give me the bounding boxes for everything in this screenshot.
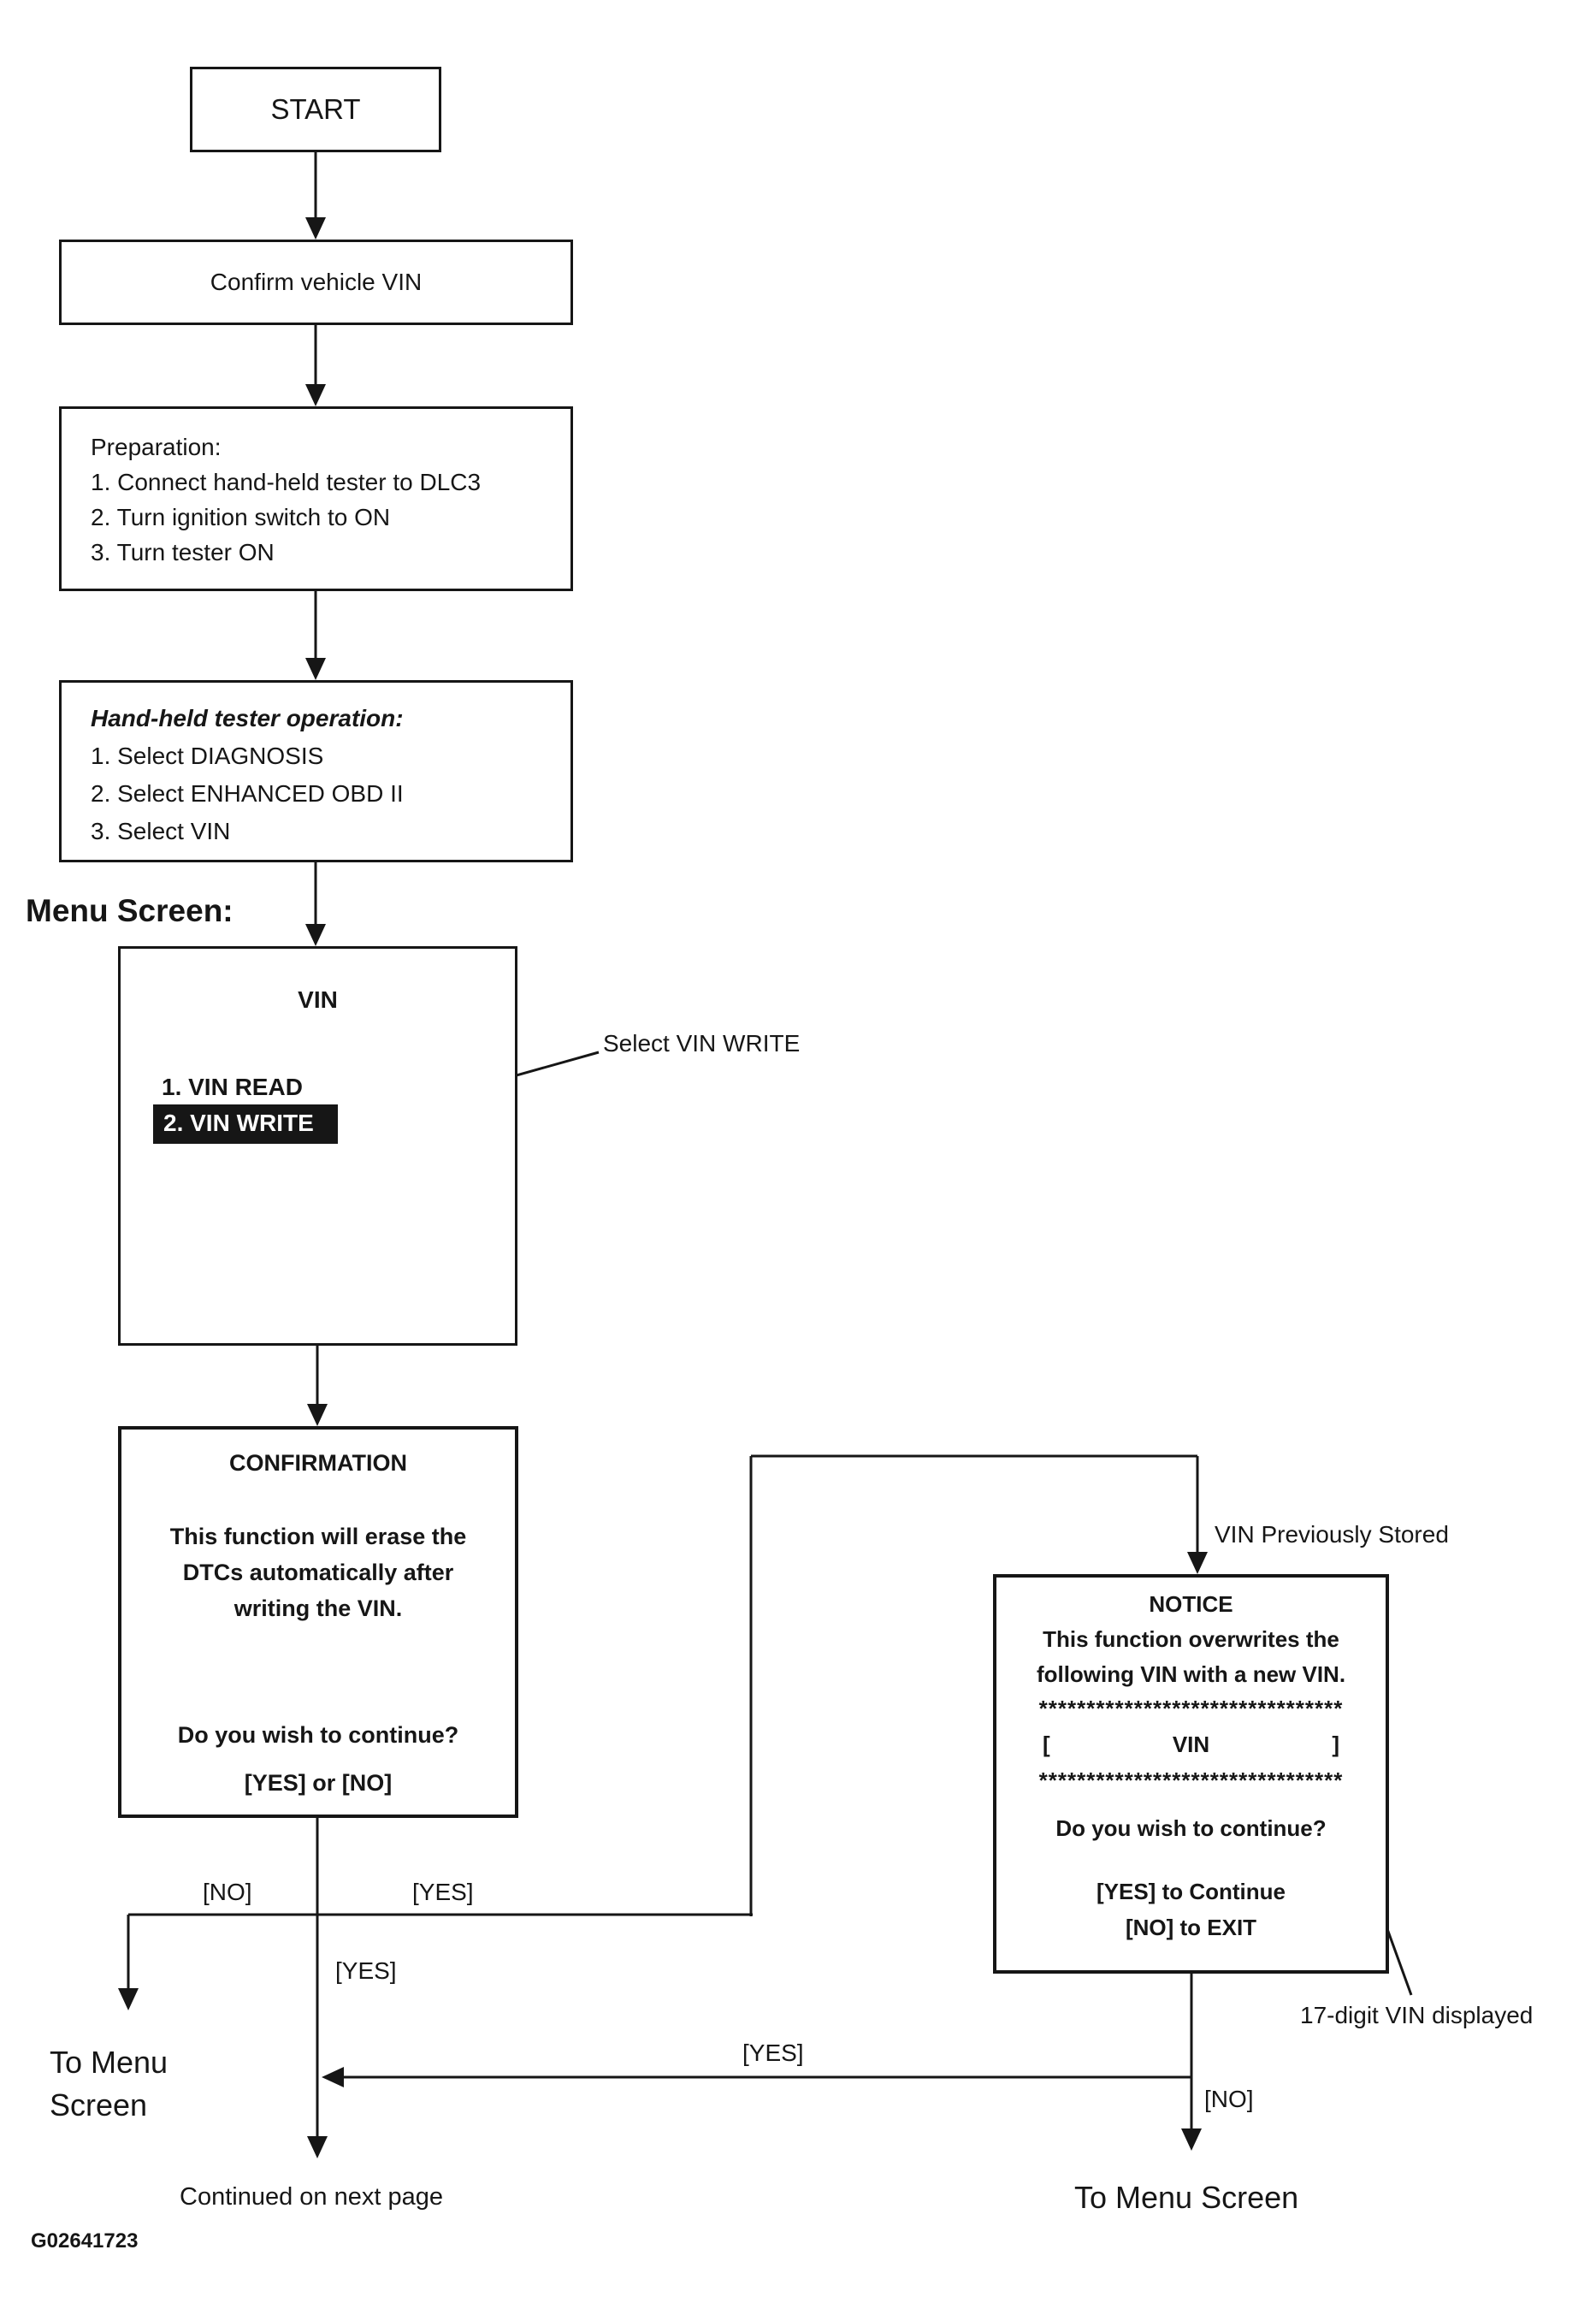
notice-title: NOTICE	[1149, 1591, 1233, 1617]
start-box	[190, 67, 441, 152]
notice-stars-bottom: ********************************	[1038, 1767, 1344, 1793]
confirmation-body-2: DTCs automatically after	[182, 1560, 454, 1585]
menu-screen-label: Menu Screen:	[26, 893, 233, 928]
to-menu-screen-right: To Menu Screen	[1074, 2180, 1299, 2215]
arrow-left-icon	[322, 2067, 344, 2087]
tester-operation-title: Hand-held tester operation:	[91, 705, 404, 731]
tester-operation-box	[59, 680, 573, 862]
arrow-down-icon	[1181, 2128, 1202, 2151]
notice-stars-top: ********************************	[1038, 1696, 1344, 1721]
confirmation-options: [YES] or [NO]	[244, 1770, 393, 1796]
menu-title: VIN	[298, 986, 338, 1013]
preparation-step-3: 3. Turn tester ON	[91, 539, 275, 565]
arrow-down-icon	[305, 658, 326, 680]
to-menu-screen-left-line2: Screen	[50, 2087, 148, 2122]
vin-previously-stored-label: VIN Previously Stored	[1215, 1521, 1449, 1548]
tester-operation-step-1: 1. Select DIAGNOSIS	[91, 743, 324, 769]
confirmation-title: CONFIRMATION	[229, 1450, 407, 1476]
confirmation-question: Do you wish to continue?	[177, 1722, 459, 1748]
arrow-down-icon	[118, 1988, 139, 2010]
vin-field-label: VIN	[1172, 1732, 1210, 1757]
menu-item-vin-write: 2. VIN WRITE	[153, 1104, 338, 1144]
select-vin-write-callout: Select VIN WRITE	[603, 1030, 801, 1057]
notice-question: Do you wish to continue?	[1055, 1815, 1327, 1841]
confirm-vin-label: Confirm vehicle VIN	[210, 269, 423, 295]
arrow-down-icon	[305, 217, 326, 240]
notice-body-2: following VIN with a new VIN.	[1036, 1661, 1346, 1687]
arrow-down-icon	[305, 384, 326, 406]
continued-next-page: Continued on next page	[180, 2183, 443, 2211]
preparation-step-1: 1. Connect hand-held tester to DLC3	[91, 469, 482, 495]
notice-vin-row	[996, 1732, 1386, 1758]
label-no-confirmation: [NO]	[203, 1879, 252, 1905]
tester-operation-step-2: 2. Select ENHANCED OBD II	[91, 780, 404, 807]
notice-yes-line: [YES] to Continue	[1097, 1879, 1286, 1904]
confirm-vin-box	[59, 240, 573, 325]
tester-operation-step-3: 3. Select VIN	[91, 818, 231, 844]
arrow-down-icon	[307, 1404, 328, 1426]
label-yes-notice: [YES]	[742, 2040, 804, 2066]
arrow-down-icon	[1187, 1552, 1208, 1574]
preparation-step-2: 2. Turn ignition switch to ON	[91, 504, 391, 530]
confirmation-box	[118, 1426, 518, 1818]
vin-digits-callout: 17-digit VIN displayed	[1300, 2002, 1534, 2028]
vin-bracket-open: [	[1043, 1732, 1050, 1757]
notice-box	[993, 1574, 1389, 1974]
menu-item-vin-read: 1. VIN READ	[162, 1074, 303, 1100]
label-no-notice: [NO]	[1204, 2086, 1254, 2112]
notice-body-1: This function overwrites the	[1043, 1626, 1339, 1652]
menu-screen-box	[118, 946, 517, 1346]
vin-bracket-close: ]	[1332, 1732, 1339, 1757]
notice-no-line: [NO] to EXIT	[1125, 1915, 1257, 1940]
confirmation-body-1: This function will erase the	[169, 1524, 467, 1549]
arrow-down-icon	[305, 924, 326, 946]
figure-id: G02641723	[31, 2229, 139, 2253]
confirmation-body-3: writing the VIN.	[233, 1596, 403, 1621]
label-yes-down: [YES]	[335, 1957, 397, 1984]
preparation-box	[59, 406, 573, 591]
arrow-down-icon	[307, 2136, 328, 2158]
start-label: START	[270, 93, 361, 125]
label-yes-confirmation: [YES]	[412, 1879, 474, 1905]
to-menu-screen-left-line1: To Menu	[50, 2045, 168, 2080]
preparation-title: Preparation:	[91, 434, 222, 460]
